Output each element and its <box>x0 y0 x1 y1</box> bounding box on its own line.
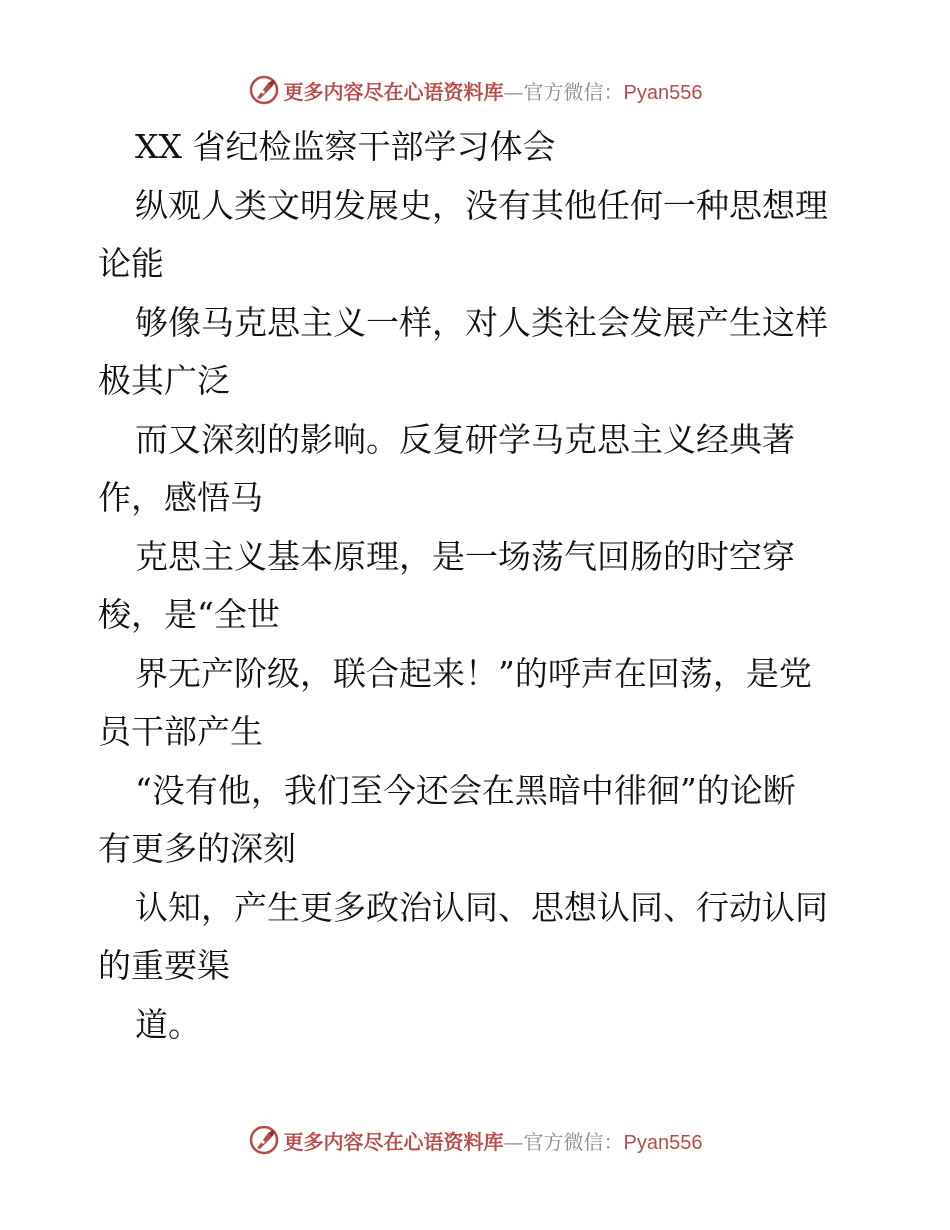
body-text-line: 认知，产生更多政治认同、思想认同、行动认同 <box>135 887 828 927</box>
banner-wechat-label: 官方微信： <box>523 1129 624 1154</box>
document-title: XX 省纪检监察干部学习体会 <box>135 127 556 166</box>
document-body <box>98 118 858 1054</box>
banner-prefix: 更多内容尽在心语资料库 <box>283 79 504 104</box>
body-text-line: 论能 <box>98 244 164 283</box>
banner-dash: — <box>503 79 524 104</box>
body-text-line: 克思主义基本原理，是一场荡气回肠的时空穿 <box>135 536 795 576</box>
body-text-line: 而又深刻的影响。反复研学马克思主义经典著 <box>135 419 795 459</box>
body-text-line: 员干部产生 <box>98 712 263 751</box>
pen-nib-logo-icon <box>248 1124 280 1156</box>
footer-banner <box>0 1120 950 1160</box>
body-text-line: 够像马克思主义一样，对人类社会发展产生这样 <box>135 302 828 342</box>
body-text-line: 极其广泛 <box>98 361 230 400</box>
body-text-line: 道。 <box>135 1004 201 1044</box>
header-banner <box>0 70 950 110</box>
body-text-line: 有更多的深刻 <box>98 829 296 868</box>
banner-wechat-id: Pyan556 <box>623 1131 703 1154</box>
banner-prefix: 更多内容尽在心语资料库 <box>283 1129 504 1154</box>
body-text-line: 作，感悟马 <box>98 478 263 517</box>
banner-text <box>284 1126 703 1155</box>
banner-wechat-label: 官方微信： <box>523 79 624 104</box>
body-text-line: 的重要渠 <box>98 946 230 985</box>
body-text-line: “没有他，我们至今还会在黑暗中徘徊”的论断 <box>135 770 796 810</box>
body-text-line: 梭，是“全世 <box>98 595 280 634</box>
pen-nib-logo-icon <box>248 74 280 106</box>
body-text-line: 纵观人类文明发展史，没有其他任何一种思想理 <box>135 185 828 225</box>
banner-text <box>284 76 703 105</box>
banner-dash: — <box>503 1129 524 1154</box>
body-text-line: 界无产阶级，联合起来！”的呼声在回荡，是党 <box>135 653 812 693</box>
banner-wechat-id: Pyan556 <box>623 81 703 104</box>
